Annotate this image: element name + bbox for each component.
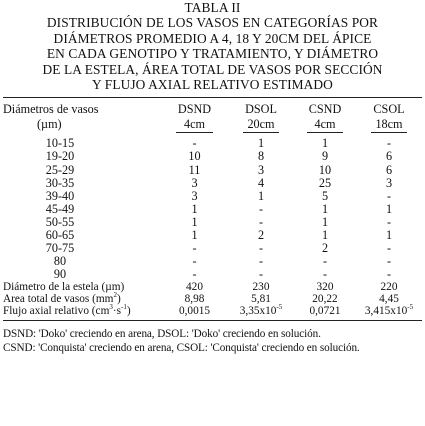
- summary-value: 0,0015: [178, 305, 211, 318]
- table-cell: -: [386, 214, 392, 229]
- table-cell: -: [386, 188, 392, 203]
- table-row: [3, 164, 422, 177]
- table-bottom-rule: [3, 320, 422, 321]
- col-name: DSND: [177, 102, 212, 117]
- table-cell: -: [386, 266, 392, 281]
- table-row: [3, 190, 422, 203]
- table-cell: -: [258, 201, 264, 216]
- title-line: DE LA ESTELA, ÁREA TOTAL DE VASOS POR SECCIÓN: [42, 61, 383, 77]
- summary-cell: [161, 305, 228, 317]
- table-summary: [3, 281, 422, 318]
- table-cell: -: [386, 240, 392, 255]
- table-row: [3, 216, 422, 229]
- table-cell: 6: [385, 149, 393, 164]
- header-col-dsnd: [161, 98, 228, 133]
- table-cell: -: [192, 266, 197, 281]
- table-row: [3, 268, 422, 281]
- table-cell: -: [322, 253, 328, 268]
- document-page: [3, 0, 422, 355]
- summary-value: 8,98: [184, 293, 205, 306]
- table-cell: 6: [385, 162, 393, 177]
- table-cell: 11: [188, 162, 201, 177]
- table-cell: -: [192, 240, 197, 255]
- label-text: ): [126, 305, 131, 318]
- row-label: 50-55: [45, 214, 75, 229]
- table-cell: 3: [191, 188, 198, 203]
- label-text: Diámetro de la estela (µm): [3, 280, 125, 293]
- header-diameter: [3, 98, 161, 133]
- table-cell: 1: [321, 136, 329, 151]
- table-number: TABLA II: [184, 0, 241, 15]
- title-line: DISTRIBUCIÓN DE LOS VASOS EN CATEGORÍAS POR: [46, 15, 379, 31]
- value-exponent: -5: [276, 303, 283, 312]
- table-cell: 4: [257, 175, 265, 190]
- table-row: [3, 203, 422, 216]
- table-cell: 1: [321, 201, 329, 216]
- table-cell: 8: [257, 149, 265, 164]
- table-row: [3, 150, 422, 163]
- table-header-row: [3, 98, 422, 133]
- table-cell: 3: [257, 162, 265, 177]
- col-sub: 20cm: [247, 117, 275, 132]
- row-label: 19-20: [45, 149, 75, 164]
- col-sub: 4cm: [184, 117, 205, 132]
- summary-value: 3,415x10: [364, 305, 408, 318]
- data-table: [3, 98, 422, 317]
- label-text: Area total de vasos (mm: [3, 293, 114, 306]
- summary-cell: [161, 281, 228, 293]
- table-cell: 1: [385, 227, 393, 242]
- summary-value: 230: [252, 280, 270, 293]
- row-label: 10-15: [45, 136, 75, 151]
- header-col-dsol: [228, 98, 294, 133]
- summary-value: 220: [380, 280, 398, 293]
- row-label: 80: [53, 253, 67, 268]
- table-cell: -: [192, 253, 197, 268]
- table-cell: 2: [257, 227, 265, 242]
- summary-cell: [228, 293, 294, 305]
- table-cell: 9: [321, 149, 329, 164]
- note-line: DSND: 'Doko' creciendo en arena, DSOL: 'Doko' creciendo en solución.: [3, 327, 321, 340]
- table-row: [3, 177, 422, 190]
- summary-value: 4,45: [379, 293, 399, 306]
- table-cell: -: [192, 136, 197, 151]
- table-cell: 1: [191, 227, 198, 242]
- table-cell: 1: [191, 214, 198, 229]
- table-row: [3, 242, 422, 255]
- summary-cell: [356, 281, 422, 293]
- summary-cell: [161, 293, 228, 305]
- col-name: DSOL: [245, 102, 277, 117]
- table-notes: [3, 327, 422, 355]
- header-diameter-label: Diámetros de vasos: [3, 102, 99, 117]
- row-label: 70-75: [45, 240, 75, 255]
- table-cell: 3: [385, 175, 393, 190]
- table-cell: 10: [318, 162, 332, 177]
- table-title: [3, 0, 422, 92]
- table-row: [3, 255, 422, 268]
- summary-value: 0,0721: [309, 305, 341, 318]
- label-text: Flujo axial relativo (cm: [3, 305, 110, 318]
- table-cell: 1: [257, 136, 265, 151]
- col-sub: 4cm: [314, 117, 336, 132]
- table-cell: 5: [321, 188, 329, 203]
- row-label: 39-40: [45, 188, 75, 203]
- header-diameter-unit: (µm): [37, 117, 62, 132]
- table-cell: -: [322, 266, 328, 281]
- table-cell: 1: [257, 188, 265, 203]
- col-name: CSND: [308, 102, 342, 117]
- title-line: DIÁMETROS PROMEDIO A 4, 18 Y 20CM DEL ÁPICE: [53, 30, 372, 46]
- row-label: 90: [53, 266, 67, 281]
- value-exponent: -5: [407, 303, 414, 312]
- table-body: [3, 137, 422, 281]
- table-cell: -: [258, 240, 264, 255]
- summary-cell: [294, 281, 356, 293]
- title-line: Y FLUJO AXIAL RELATIVO ESTIMADO: [92, 77, 333, 93]
- table-cell: 2: [321, 240, 329, 255]
- col-sub: 18cm: [375, 117, 403, 132]
- row-label: 45-49: [45, 201, 75, 216]
- header-col-csol: [356, 98, 422, 133]
- summary-cell: [356, 305, 422, 317]
- label-superscript: 2: [113, 291, 117, 300]
- summary-cell: [228, 281, 294, 293]
- row-label: 30-35: [45, 175, 75, 190]
- header-col-csnd: [294, 98, 356, 133]
- table-cell: 3: [191, 175, 198, 190]
- summary-value: 5,81: [251, 293, 271, 306]
- label-superscript: -1: [121, 303, 127, 312]
- table-cell: 25: [318, 175, 332, 190]
- table-row: [3, 229, 422, 242]
- row-label: 60-65: [45, 227, 75, 242]
- table-cell: -: [258, 266, 264, 281]
- summary-cell: [294, 293, 356, 305]
- summary-label: [3, 305, 161, 317]
- table-cell: 1: [385, 201, 393, 216]
- summary-row: [3, 281, 422, 293]
- label-superscript: 3: [109, 303, 113, 312]
- table-cell: 1: [321, 214, 329, 229]
- note-line: CSND: 'Conquista' creciendo en arena, CSOL: 'Conquista' creciendo en solución.: [3, 341, 360, 354]
- title-line: EN CADA GENOTIPO Y TRATAMIENTO, Y DIÁMETRO: [46, 46, 379, 62]
- row-label: 25-29: [45, 162, 75, 177]
- summary-value: 420: [186, 280, 203, 293]
- table-cell: -: [258, 253, 264, 268]
- summary-row: [3, 305, 422, 317]
- table-cell: 10: [188, 149, 201, 164]
- summary-value: 3,35x10: [239, 305, 277, 318]
- summary-row: [3, 293, 422, 305]
- table-cell: -: [258, 214, 264, 229]
- label-text: ·s: [112, 305, 122, 318]
- label-text: ): [116, 293, 121, 306]
- summary-value: 20,22: [312, 293, 338, 306]
- summary-cell: [294, 305, 356, 317]
- summary-cell: [228, 305, 294, 317]
- summary-label: [3, 281, 161, 293]
- table-cell: 1: [321, 227, 329, 242]
- summary-label: [3, 293, 161, 305]
- table-cell: -: [386, 253, 392, 268]
- table-cell: 1: [191, 201, 198, 216]
- table-cell: -: [386, 136, 392, 151]
- col-name: CSOL: [373, 102, 405, 117]
- summary-value: 320: [316, 280, 334, 293]
